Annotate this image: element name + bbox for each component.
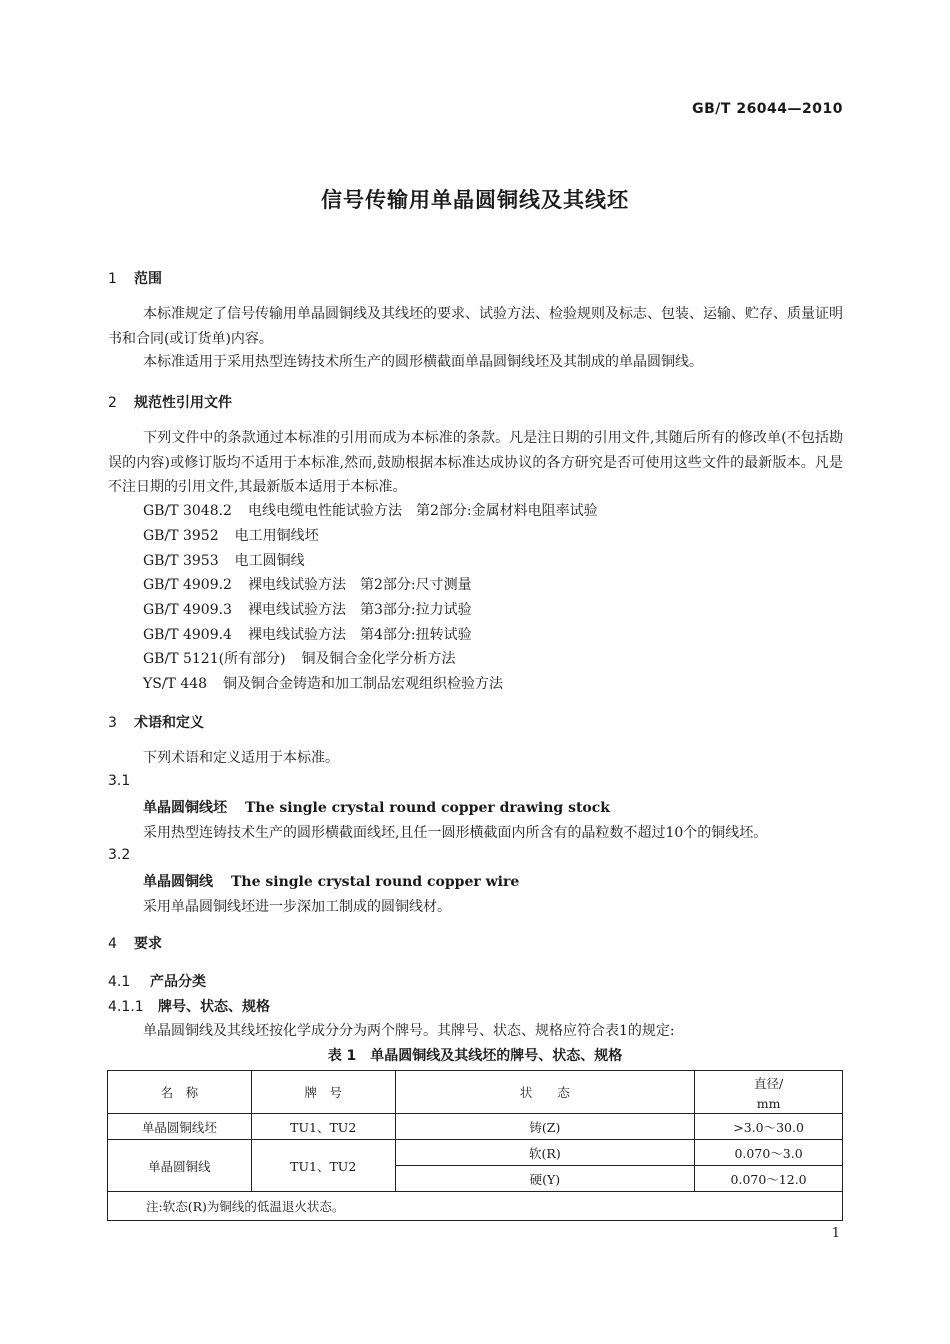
reference-item: GB/T 4909.4 裸电线试验方法 第4部分:扭转试验 bbox=[143, 627, 472, 643]
cell-state: 软(R) bbox=[395, 1140, 695, 1166]
section-1-heading bbox=[108, 268, 162, 288]
section-title: 规范性引用文件 bbox=[134, 395, 232, 411]
cell-diameter: >3.0～30.0 bbox=[695, 1114, 843, 1140]
section-2-heading bbox=[108, 392, 232, 412]
table-1-caption: 表 1 单晶圆铜线及其线坯的牌号、状态、规格 bbox=[327, 1048, 623, 1064]
section-1-paragraph-1: 本标准规定了信号传输用单晶圆铜线及其线坯的要求、试验方法、检验规则及标志、包装、运输、贮存、质量证明书和合同(或订货单)内容。 bbox=[108, 306, 843, 347]
header-grade: 牌 号 bbox=[251, 1071, 395, 1114]
cell-name: 单晶圆铜线 bbox=[108, 1140, 252, 1192]
clause-4-1-1-paragraph: 单晶圆铜线及其线坯按化学成分分为两个牌号。其牌号、状态、规格应符合表1的规定: bbox=[143, 1023, 675, 1039]
cell-state: 硬(Y) bbox=[395, 1166, 695, 1192]
reference-item: YS/T 448 铜及铜合金铸造和加工制品宏观组织检验方法 bbox=[143, 676, 504, 692]
table-row bbox=[108, 1114, 843, 1140]
term-3-1-definition: 采用热型连铸技术生产的圆形横截面线坯,且任一圆形横截面内所含有的晶粒数不超过10个的铜线坯。 bbox=[143, 825, 768, 841]
cell-state: 铸(Z) bbox=[395, 1114, 695, 1140]
table-note: 注:软态(R)为铜线的低温退火状态。 bbox=[108, 1192, 843, 1221]
cell-grade: TU1、TU2 bbox=[251, 1140, 395, 1192]
reference-item: GB/T 3048.2 电线电缆电性能试验方法 第2部分:金属材料电阻率试验 bbox=[143, 503, 598, 519]
section-4-heading bbox=[108, 933, 162, 953]
section-3-paragraph-1: 下列术语和定义适用于本标准。 bbox=[143, 750, 339, 766]
clause-3-2-number: 3.2 bbox=[108, 847, 131, 863]
document-title: 信号传输用单晶圆铜线及其线坯 bbox=[321, 188, 629, 212]
cell-diameter: 0.070～12.0 bbox=[695, 1166, 843, 1192]
reference-item: GB/T 4909.2 裸电线试验方法 第2部分:尺寸测量 bbox=[143, 577, 472, 593]
section-number: 2 bbox=[108, 395, 117, 411]
reference-item: GB/T 3952 电工用铜线坯 bbox=[143, 528, 319, 544]
section-1-paragraph-2: 本标准适用于采用热型连铸技术所生产的圆形横截面单晶圆铜线坯及其制成的单晶圆铜线。 bbox=[143, 354, 703, 370]
page-number: 1 bbox=[831, 1226, 840, 1241]
section-number: 3 bbox=[108, 715, 117, 731]
term-3-1: 单晶圆铜线坯 The single crystal round copper drawing stock bbox=[143, 800, 610, 816]
term-3-2-definition: 采用单晶圆铜线坯进一步深加工制成的圆铜线材。 bbox=[143, 899, 451, 915]
section-title: 范围 bbox=[134, 271, 162, 287]
table-header-row bbox=[108, 1071, 843, 1114]
reference-item: GB/T 3953 电工圆铜线 bbox=[143, 553, 305, 569]
reference-item: GB/T 4909.3 裸电线试验方法 第3部分:拉力试验 bbox=[143, 602, 472, 618]
section-title: 要求 bbox=[134, 936, 162, 952]
cell-name: 单晶圆铜线坯 bbox=[108, 1114, 252, 1140]
section-title: 术语和定义 bbox=[134, 715, 204, 731]
table-note-row bbox=[108, 1192, 843, 1221]
clause-4-1-1-heading: 4.1.1 牌号、状态、规格 bbox=[108, 999, 270, 1015]
section-number: 1 bbox=[108, 271, 117, 287]
clause-3-1-number: 3.1 bbox=[108, 773, 131, 789]
clause-4-1-heading: 4.1 产品分类 bbox=[108, 974, 206, 990]
table-row bbox=[108, 1140, 843, 1166]
section-3-heading bbox=[108, 712, 204, 732]
term-3-2: 单晶圆铜线 The single crystal round copper wire bbox=[143, 874, 520, 890]
standard-number: GB/T 26044—2010 bbox=[692, 101, 843, 117]
table-1 bbox=[107, 1070, 843, 1221]
cell-grade: TU1、TU2 bbox=[251, 1114, 395, 1140]
section-2-paragraph-1: 下列文件中的条款通过本标准的引用而成为本标准的条款。凡是注日期的引用文件,其随后所有的修改单(不包括勘误的内容)或修订版均不适用于本标准,然而,鼓励根据本标准达成协议的各方研究是否可使用这些文件的最新版本。凡是不注日期的引用文件,其最新版本适用于本标准。 bbox=[108, 430, 843, 496]
section-number: 4 bbox=[108, 936, 117, 952]
header-diameter: 直径/ mm bbox=[695, 1071, 843, 1114]
cell-diameter: 0.070～3.0 bbox=[695, 1140, 843, 1166]
header-name: 名 称 bbox=[108, 1071, 252, 1114]
reference-item: GB/T 5121(所有部分) 铜及铜合金化学分析方法 bbox=[143, 651, 456, 667]
header-state: 状 态 bbox=[395, 1071, 695, 1114]
